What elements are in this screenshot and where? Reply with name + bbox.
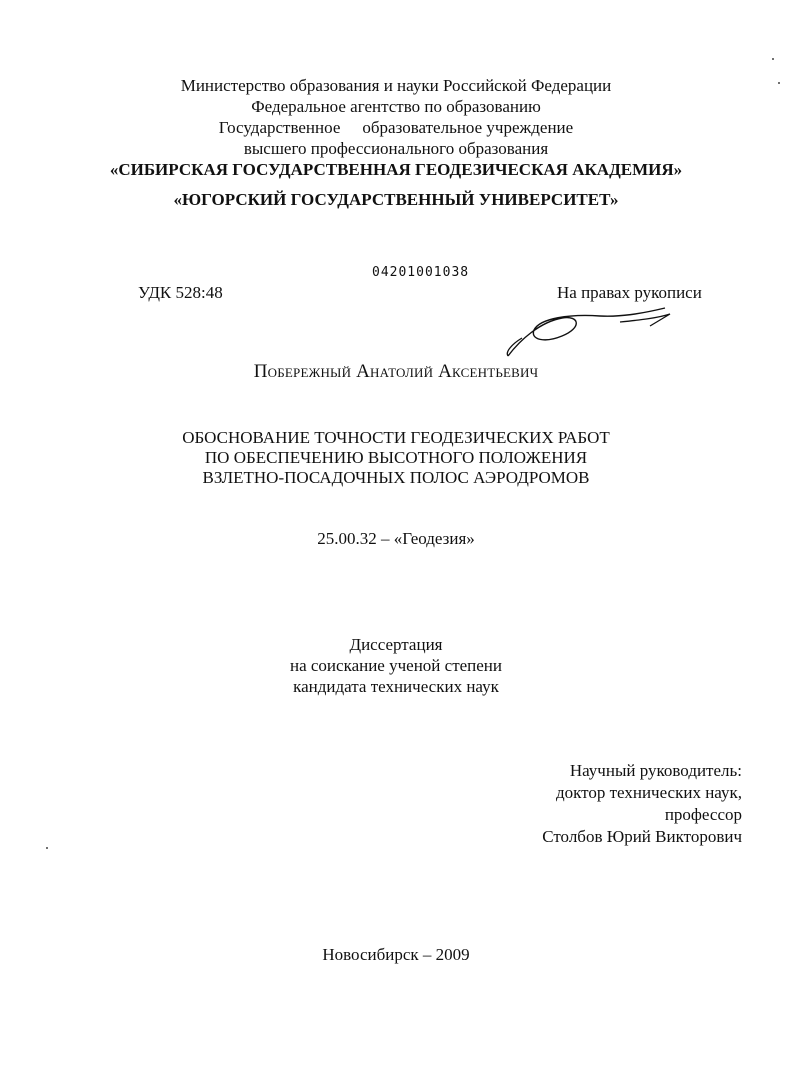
agency-line: Федеральное агентство по образованию <box>251 97 541 116</box>
udk-code: УДК 528:48 <box>138 283 223 302</box>
city-year: Новосибирск – 2009 <box>322 945 470 964</box>
education-level-line: высшего профессионального образования <box>243 139 549 158</box>
ministry-line: Министерство образования и науки Российской Федерации <box>180 76 612 95</box>
title-line-1: ОБОСНОВАНИЕ ТОЧНОСТИ ГЕОДЕЗИЧЕСКИХ РАБОТ <box>182 428 610 447</box>
author-name: Побережный Анатолий Аксентьевич <box>253 361 539 382</box>
academy-name: «СИБИРСКАЯ ГОСУДАРСТВЕННАЯ ГЕОДЕЗИЧЕСКАЯ АКАДЕМИЯ» <box>109 160 683 179</box>
title-line-3: ВЗЛЕТНО-ПОСАДОЧНЫХ ПОЛОС АЭРОДРОМОВ <box>202 468 590 487</box>
degree-line-1: Диссертация <box>349 635 443 654</box>
supervisor-line-1: Научный руководитель: <box>569 761 742 780</box>
university-name: «ЮГОРСКИЙ ГОСУДАРСТВЕННЫЙ УНИВЕРСИТЕТ» <box>173 190 619 209</box>
registration-number: 04201001038 <box>372 265 470 280</box>
title-line-2: ПО ОБЕСПЕЧЕНИЮ ВЫСОТНОГО ПОЛОЖЕНИЯ <box>204 448 588 467</box>
supervisor-line-2: доктор технических наук, <box>555 783 742 802</box>
supervisor-line-4: Столбов Юрий Викторович <box>542 827 742 846</box>
supervisor-block <box>542 760 742 848</box>
institution-type-right: образовательное учреждение <box>362 118 574 137</box>
degree-line-2: на соискание ученой степени <box>289 656 503 675</box>
scan-speck <box>772 58 774 60</box>
scan-speck <box>778 82 780 84</box>
institution-type-line <box>0 118 792 138</box>
handwritten-signature-icon <box>500 300 680 362</box>
institution-type-left: Государственное <box>218 118 341 137</box>
scan-speck <box>46 847 48 849</box>
supervisor-line-3: профессор <box>664 805 742 824</box>
degree-line-3: кандидата технических наук <box>293 677 499 696</box>
specialty-code: 25.00.32 – «Геодезия» <box>317 529 475 548</box>
manuscript-note: На правах рукописи <box>557 283 702 302</box>
